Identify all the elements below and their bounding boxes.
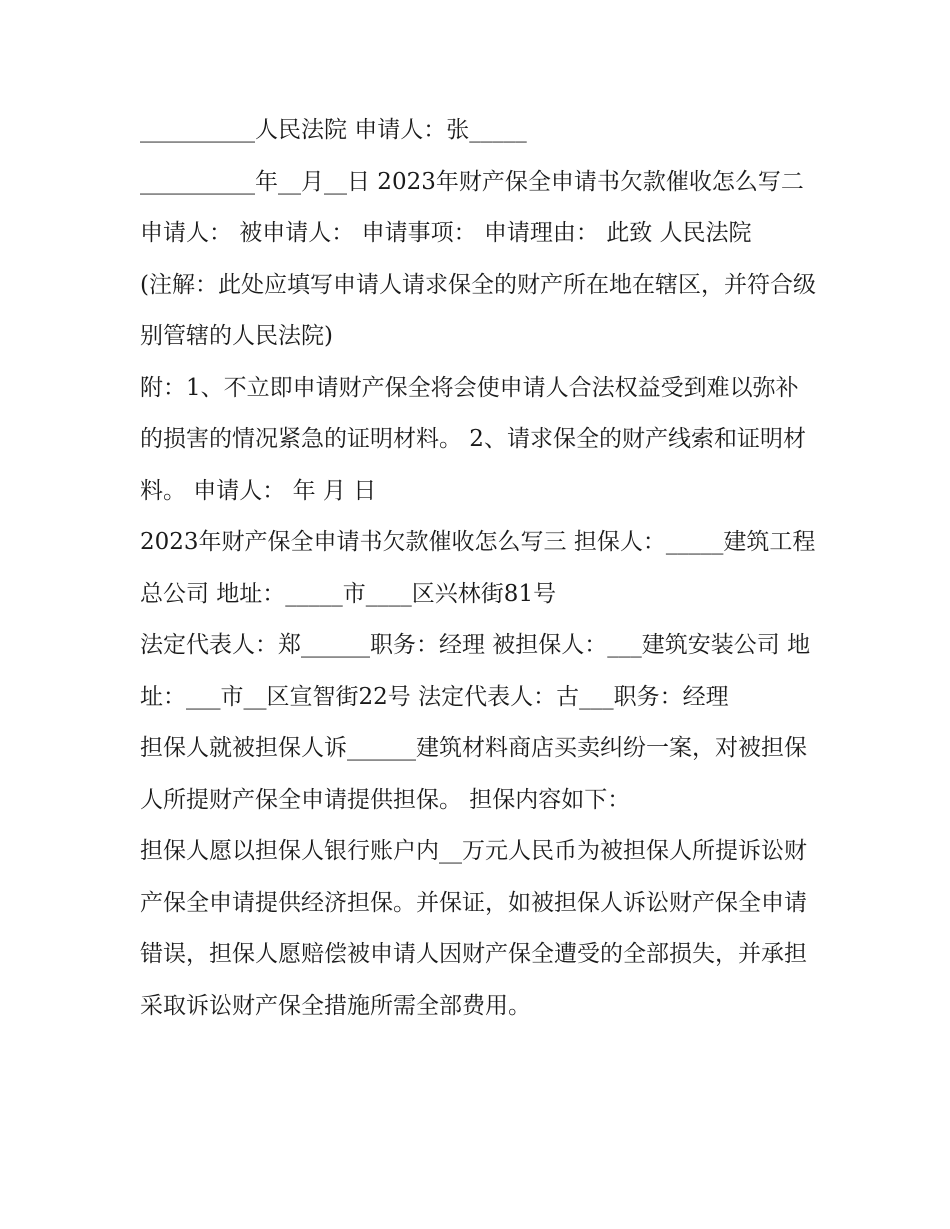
paragraph-section-three-guarantor: 2023年财产保全申请书欠款催收怎么写三 担保人：_____建筑工程总公司 地址：_____市____区兴林街81号 (140, 529, 816, 607)
paragraph-guarantee-statement: 担保人就被担保人诉______建筑材料商店买卖纠纷一案，对被担保人所提财产保全申请提供担保。 担保内容如下： (140, 735, 807, 813)
paragraph-annotation: (注解：此处应填写申请人请求保全的财产所在地在辖区，并符合级别管辖的人民法院) (140, 271, 816, 349)
paragraph-court-applicant: __________人民法院 申请人：张_____ (140, 117, 527, 143)
document-body (140, 105, 820, 1032)
paragraph-date-section-two: __________年__月__日 2023年财产保全申请书欠款催收怎么写二 申请人： 被申请人： 申请事项： 申请理由： 此致 人民法院 (140, 168, 804, 246)
paragraph-legal-representatives: 法定代表人：郑______职务：经理 被担保人：___建筑安装公司 地址：___市__区宣智街22号 法定代表人：古___职务：经理 (140, 632, 811, 710)
paragraph-guarantee-content: 担保人愿以担保人银行账户内__万元人民币为被担保人所提诉讼财产保全申请提供经济担保。并保证，如被担保人诉讼财产保全申请错误，担保人愿赔偿被申请人因财产保全遭受的全部损失，并承担采取诉讼财产保全措施所需全部费用。 (140, 838, 807, 1019)
paragraph-attachments: 附：1、不立即申请财产保全将会使申请人合法权益受到难以弥补的损害的情况紧急的证明材料。 2、请求保全的财产线索和证明材料。 申请人： 年 月 日 (140, 374, 806, 504)
